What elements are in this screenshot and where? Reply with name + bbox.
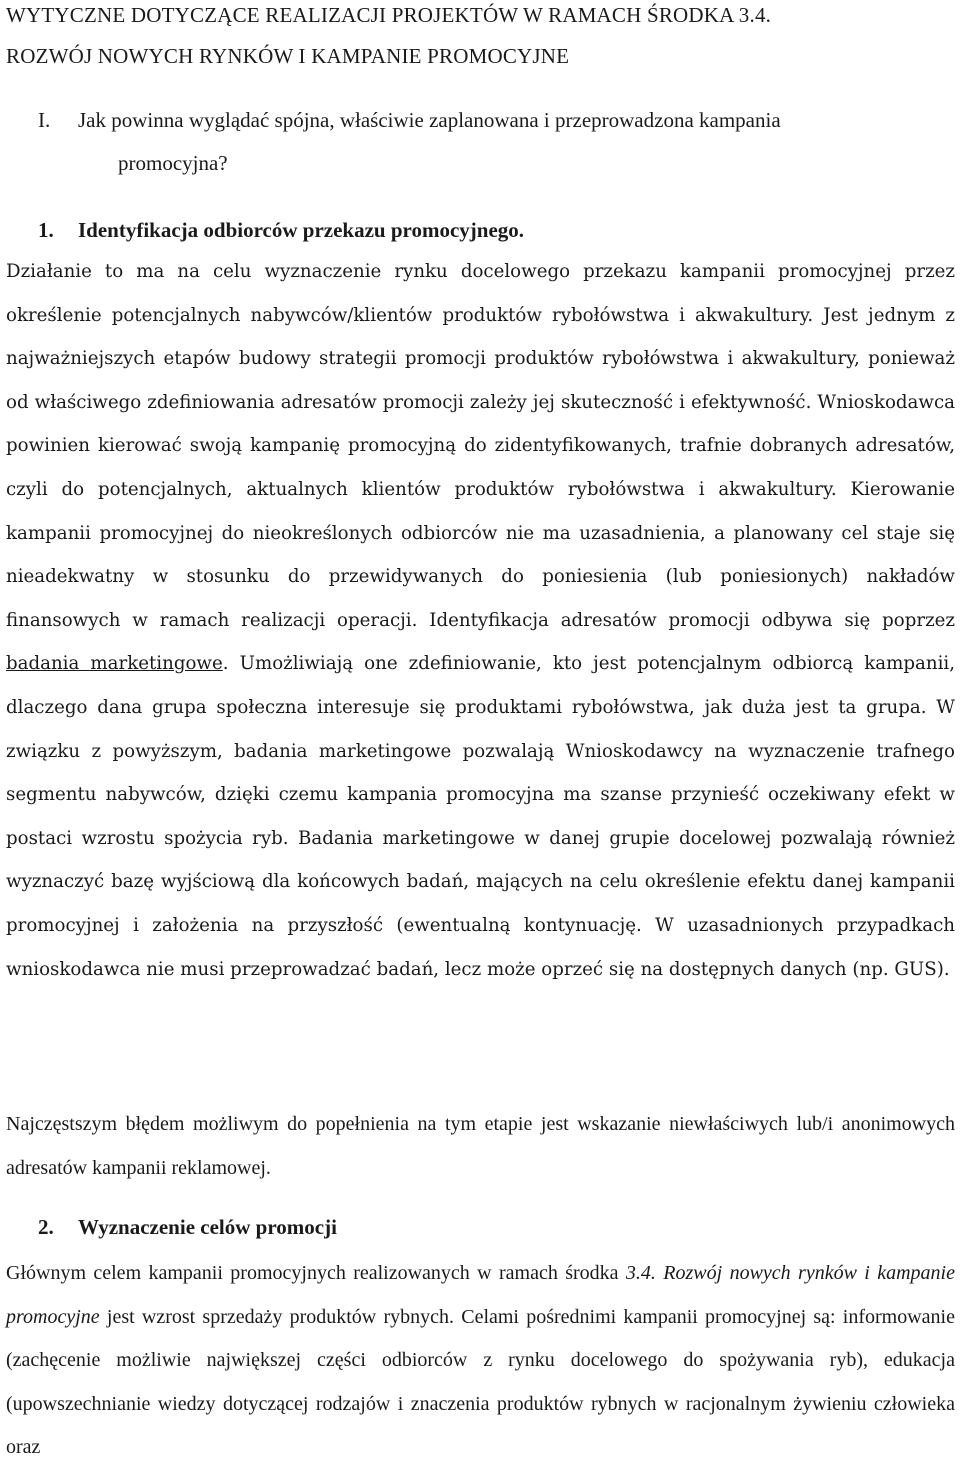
section-2-heading bbox=[38, 1215, 337, 1240]
section-1-number: 1. bbox=[38, 218, 54, 242]
section-2-text-start: Głównym celem kampanii promocyjnych realizowanych w ramach środka bbox=[6, 1262, 626, 1284]
document-title-line-2: ROZWÓJ NOWYCH RYNKÓW I KAMPANIE PROMOCYJNE bbox=[6, 44, 570, 68]
measure-name-italic: 3.4. Rozwój nowych rynków i kampanie promocyjne bbox=[6, 1262, 955, 1328]
question-number: I. bbox=[38, 108, 51, 132]
section-1-title: Identyfikacja odbiorców przekazu promocyjnego. bbox=[78, 218, 525, 242]
question-text-line-2: promocyjna? bbox=[118, 151, 228, 175]
section-2-text-rest: jest wzrost sprzedaży produktów rybnych. Celami pośrednimi kampanii promocyjnej są: informowanie (zachęcenie możliwie największej części odbiorców z rynku docelowego do spożywania ryb), edukacja (upowszechnianie wiedzy dotyczącej rodzajów i znaczenia produktów rybnych w racjonalnym żywieniu człowieka oraz bbox=[6, 1305, 955, 1459]
section-1-text-after-link: . Umożliwiają one zdefiniowanie, kto jest potencjalnym odbiorcą kampanii, dlaczego dana grupa społeczna interesuje się produktami rybołówstwa, jak duża jest ta grupa. W związku z powyższym, badania marketingowe pozwalają Wnioskodawcy na wyznaczenie trafnego segmentu nabywców, dzięki czemu kampania promocyjna ma szanse przynieść oczekiwany efekt w postaci wzrostu spożycia ryb. Badania marketingowe w danej grupie docelowej pozwalają również wyznaczyć bazę wyjściową dla końcowych badań, mających na celu określenie efektu danej kampanii promocyjnej i założenia na przyszłość (ewentualną kontynuację. W uzasadnionych przypadkach wnioskodawca nie musi przeprowadzać badań, lecz może oprzeć się na dostępnych danych (np. GUS). bbox=[6, 653, 955, 980]
section-2-number: 2. bbox=[38, 1215, 54, 1239]
section-1-text-before-link: Działanie to ma na celu wyznaczenie rynku docelowego przekazu kampanii promocyjnej przez określenie potencjalnych nabywców/klientów produktów rybołówstwa i akwakultury. Jest jednym z najważniejszych etapów budowy strategii promocji produktów rybołówstwa i akwakultury, ponieważ od właściwego zdefiniowania adresatów promocji zależy jej skuteczność i efektywność. Wnioskodawca powinien kierować swoją kampanię promocyjną do zidentyfikowanych, trafnie dobranych adresatów, czyli do potencjalnych, aktualnych klientów produktów rybołówstwa i akwakultury. Kierowanie kampanii promocyjnej do nieokreślonych odbiorców nie ma uzasadnienia, a planowany cel staje się nieadekwatny w stosunku do przewidywanych do poniesienia (lub poniesionych) nakładów finansowych w ramach realizacji operacji. Identyfikacja adresatów promocji odbywa się poprzez bbox=[6, 261, 955, 631]
document-title-line-1: WYTYCZNE DOTYCZĄCE REALIZACJI PROJEKTÓW W RAMACH ŚRODKA 3.4. bbox=[6, 3, 772, 27]
section-2-paragraph bbox=[6, 1252, 955, 1470]
marketing-research-link[interactable]: badania marketingowe bbox=[6, 653, 223, 675]
section-1-paragraph bbox=[6, 250, 955, 991]
section-1-heading bbox=[38, 218, 524, 243]
section-2-title: Wyznaczenie celów promocji bbox=[78, 1215, 337, 1239]
question-heading bbox=[38, 108, 781, 133]
question-text-line-1: Jak powinna wyglądać spójna, właściwie zaplanowana i przeprowadzona kampania bbox=[78, 108, 781, 132]
section-1-paragraph-2: Najczęstszym błędem możliwym do popełnienia na tym etapie jest wskazanie niewłaściwych lub/i anonimowych adresatów kampanii reklamowej. bbox=[6, 1113, 955, 1179]
